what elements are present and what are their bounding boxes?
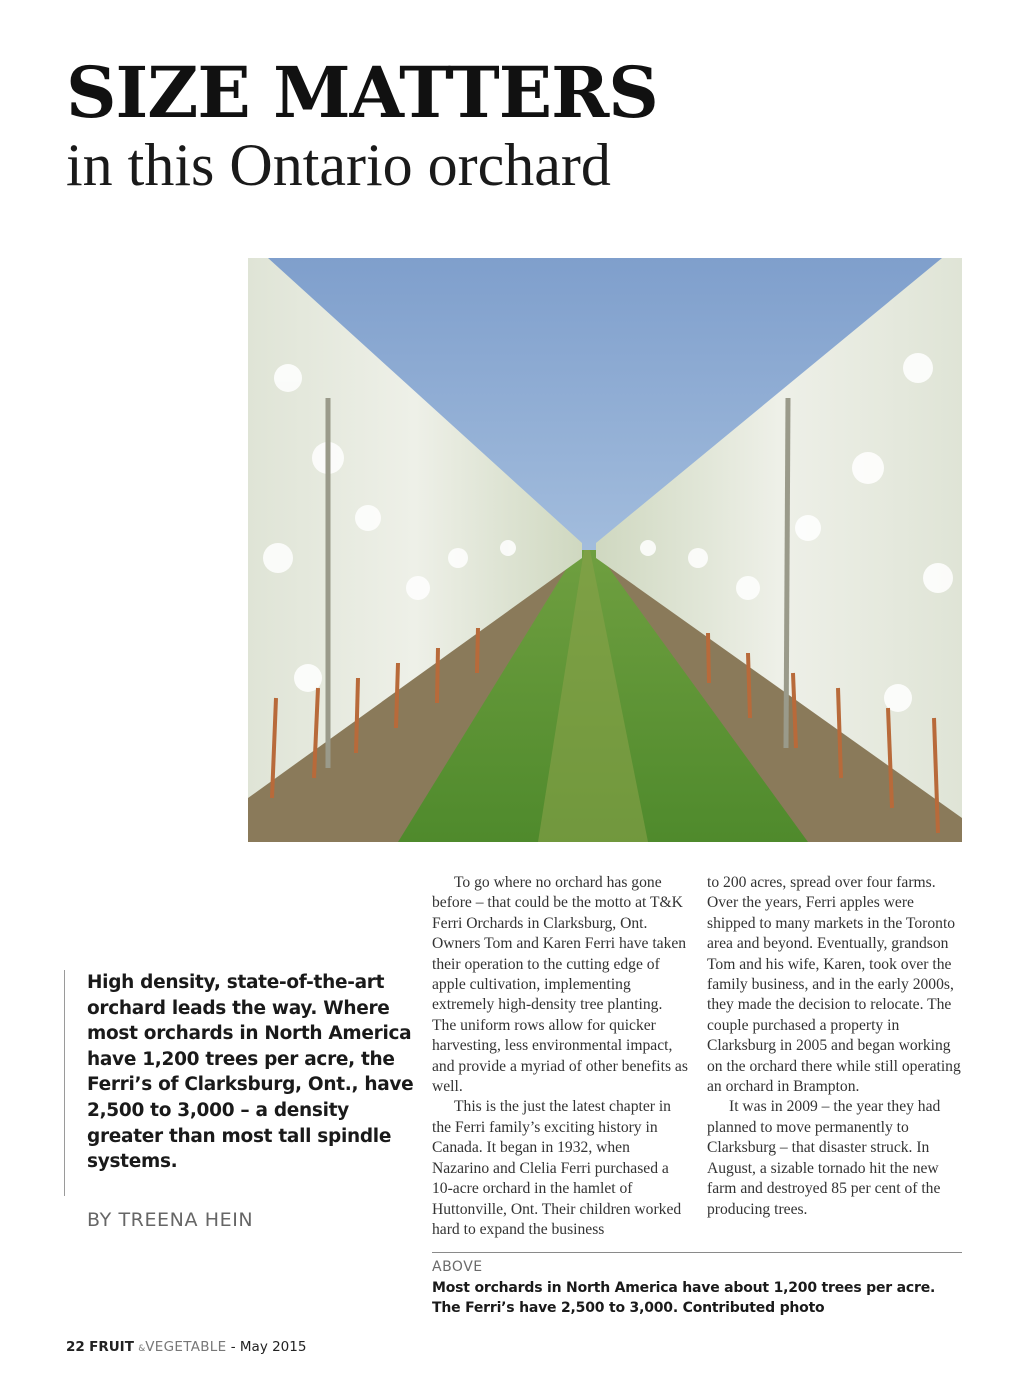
paragraph: to 200 acres, spread over four farms. Over the years, Ferri apples were shipped to many markets in the Toronto area and beyond. Eventually, grandson Tom and his wife, Karen, took over the family business, and in the early 2000s, they made the decision to relocate. The couple purchased a property in Clarksburg in 2005 and began working on the orchard there while still operating an orchard in Brampton. [707, 874, 961, 1096]
orchard-photo [248, 258, 962, 842]
magazine-name-amp: & [138, 1344, 146, 1354]
magazine-name-fruit: FRUIT [89, 1339, 134, 1355]
paragraph: To go where no orchard has gone before – that could be the motto at T&K Ferri Orchards in Clarksburg, Ont. Owners Tom and Karen Ferri have taken their operation to the cutting edge of apple cultivation, implementing extremely high-density tree planting. The uniform rows allow for quicker harvesting, less environmental impact, and provide a myriad of other benefits as well. [432, 874, 688, 1096]
byline: BY TREENA HEIN [87, 1208, 254, 1231]
photo-caption: Most orchards in North America have about 1,200 trees per acre. The Ferri’s have 2,500 to 3,000. Contributed photo [432, 1280, 936, 1316]
deck-text: High density, state-of-the-art orchard leads the way. Where most orchards in North America have 1,200 trees per acre, the Ferri’s of Clarksburg, Ont., have 2,500 to 3,000 – a density greater than most tall spindle systems. [87, 972, 414, 1173]
headline-subtitle: in this Ontario orchard [66, 132, 611, 198]
page-number: 22 [66, 1339, 85, 1355]
article-column-1 [432, 873, 690, 1240]
article-deck [64, 970, 416, 1231]
paragraph: It was in 2009 – the year they had planned to move permanently to Clarksburg – that disaster struck. In August, a sizable tornado hit the new farm and destroyed 85 per cent of the producing trees. [707, 1098, 941, 1218]
headline-title: SIZE MATTERS [66, 51, 658, 134]
caption-label: ABOVE [432, 1259, 483, 1275]
issue-date: - May 2015 [230, 1339, 307, 1355]
caption-divider [432, 1252, 962, 1253]
article-column-2 [707, 873, 965, 1220]
magazine-name-vegetable: VEGETABLE [145, 1339, 227, 1355]
page-footer [66, 1339, 306, 1355]
paragraph: This is the just the latest chapter in the Ferri family’s exciting history in Canada. It began in 1932, when Nazarino and Clelia Ferri purchased a 10-acre orchard in the hamlet of Huttonville, Ont. Their children worked hard to expand the business [432, 1098, 682, 1238]
